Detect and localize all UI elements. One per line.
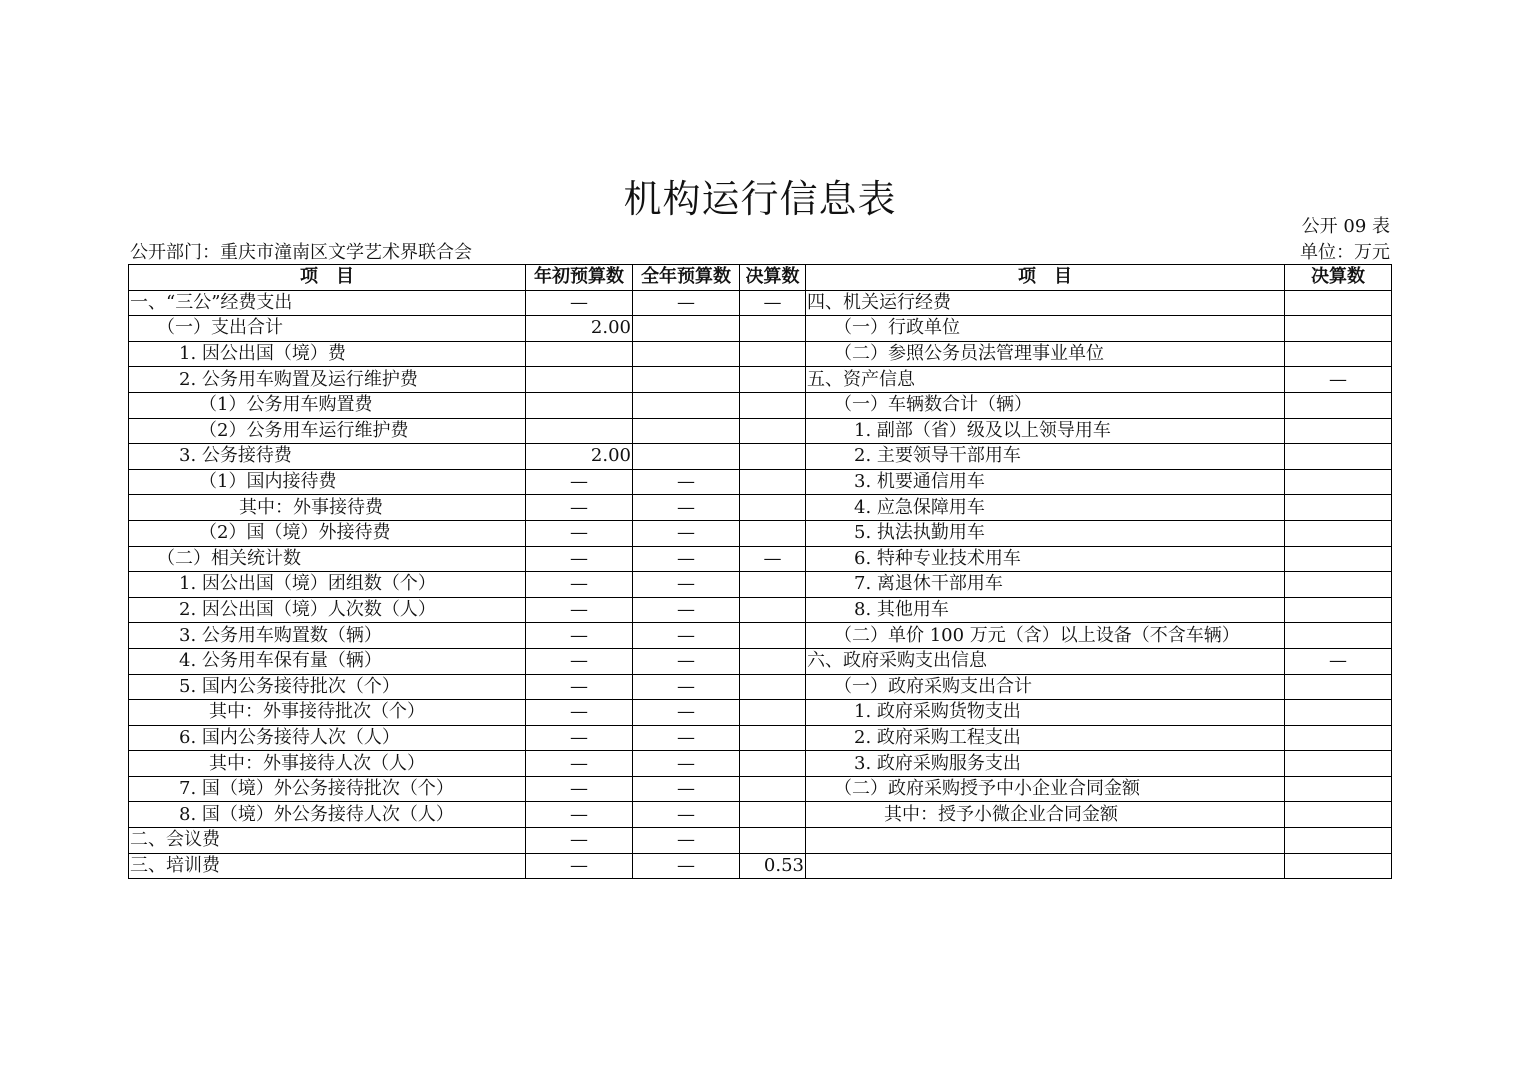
row-right-item: 3. 政府采购服务支出 <box>806 751 1285 777</box>
table-row <box>129 725 1392 751</box>
row-budget-full <box>633 444 740 470</box>
row-right-item: （一）政府采购支出合计 <box>806 674 1285 700</box>
row-budget-full <box>633 341 740 367</box>
table-row <box>129 418 1392 444</box>
row-item: 6. 国内公务接待人次（人） <box>129 725 526 751</box>
row-budget-initial: 2.00 <box>526 444 633 470</box>
row-right-item: 五、资产信息 <box>806 367 1285 393</box>
row-final <box>740 495 806 521</box>
row-right-final <box>1285 751 1392 777</box>
row-right-item: 5. 执法执勤用车 <box>806 520 1285 546</box>
row-right-final <box>1285 828 1392 854</box>
department-label: 公开部门：重庆市潼南区文学艺术界联合会 <box>130 242 472 263</box>
row-budget-initial <box>526 341 633 367</box>
table-row <box>129 546 1392 572</box>
row-item: 其中：外事接待费 <box>129 495 526 521</box>
row-right-item: 6. 特种专业技术用车 <box>806 546 1285 572</box>
row-item: （1）国内接待费 <box>129 469 526 495</box>
row-budget-initial <box>526 392 633 418</box>
row-final <box>740 828 806 854</box>
row-budget-full: — <box>633 469 740 495</box>
row-right-final <box>1285 495 1392 521</box>
row-final <box>740 572 806 598</box>
table-row <box>129 290 1392 316</box>
row-right-item: （二）政府采购授予中小企业合同金额 <box>806 776 1285 802</box>
row-right-item: 1. 副部（省）级及以上领导用车 <box>806 418 1285 444</box>
table-row <box>129 572 1392 598</box>
row-right-final: — <box>1285 367 1392 393</box>
row-final <box>740 597 806 623</box>
row-budget-full <box>633 316 740 342</box>
row-right-item: 8. 其他用车 <box>806 597 1285 623</box>
row-budget-initial: — <box>526 469 633 495</box>
row-budget-full: — <box>633 700 740 726</box>
row-item: 3. 公务接待费 <box>129 444 526 470</box>
row-item: 其中：外事接待批次（个） <box>129 700 526 726</box>
row-budget-full: — <box>633 828 740 854</box>
row-final <box>740 367 806 393</box>
row-budget-initial: 2.00 <box>526 316 633 342</box>
row-final: — <box>740 290 806 316</box>
row-right-item: 六、政府采购支出信息 <box>806 648 1285 674</box>
row-item: 其中：外事接待人次（人） <box>129 751 526 777</box>
row-budget-initial: — <box>526 802 633 828</box>
row-budget-initial: — <box>526 776 633 802</box>
row-right-item: （二）参照公务员法管理事业单位 <box>806 341 1285 367</box>
row-item: 8. 国（境）外公务接待人次（人） <box>129 802 526 828</box>
header-final-left: 决算数 <box>740 265 806 291</box>
row-budget-initial: — <box>526 495 633 521</box>
row-item: 1. 因公出国（境）费 <box>129 341 526 367</box>
row-right-item: 2. 主要领导干部用车 <box>806 444 1285 470</box>
row-item: 2. 公务用车购置及运行维护费 <box>129 367 526 393</box>
table-row <box>129 469 1392 495</box>
row-budget-full: — <box>633 674 740 700</box>
row-right-item: 四、机关运行经费 <box>806 290 1285 316</box>
row-item: 2. 因公出国（境）人次数（人） <box>129 597 526 623</box>
row-budget-initial: — <box>526 751 633 777</box>
row-item: （2）公务用车运行维护费 <box>129 418 526 444</box>
header-item-right: 项 目 <box>806 265 1285 291</box>
row-budget-initial: — <box>526 290 633 316</box>
row-right-final <box>1285 290 1392 316</box>
row-right-final <box>1285 597 1392 623</box>
row-right-final <box>1285 418 1392 444</box>
header-budget-initial: 年初预算数 <box>526 265 633 291</box>
table-row <box>129 341 1392 367</box>
row-item: （一）支出合计 <box>129 316 526 342</box>
table-row <box>129 802 1392 828</box>
row-budget-full: — <box>633 648 740 674</box>
table-row <box>129 648 1392 674</box>
unit-label: 单位：万元 <box>1300 242 1390 263</box>
row-right-final <box>1285 341 1392 367</box>
table-row <box>129 776 1392 802</box>
row-right-item <box>806 828 1285 854</box>
row-right-final <box>1285 520 1392 546</box>
row-final <box>740 341 806 367</box>
row-budget-full: — <box>633 495 740 521</box>
table-header-row <box>129 265 1392 291</box>
row-budget-full: — <box>633 520 740 546</box>
table-row <box>129 623 1392 649</box>
row-right-final: — <box>1285 648 1392 674</box>
form-number: 公开 09 表 <box>1301 216 1390 237</box>
table-row <box>129 674 1392 700</box>
table-row <box>129 828 1392 854</box>
table-row <box>129 700 1392 726</box>
row-budget-initial <box>526 367 633 393</box>
row-right-final <box>1285 572 1392 598</box>
row-budget-initial: — <box>526 674 633 700</box>
row-budget-initial: — <box>526 828 633 854</box>
row-budget-full: — <box>633 546 740 572</box>
row-budget-full: — <box>633 597 740 623</box>
row-final <box>740 623 806 649</box>
row-right-item: 7. 离退休干部用车 <box>806 572 1285 598</box>
row-budget-full: — <box>633 802 740 828</box>
page-title: 机构运行信息表 <box>623 177 897 221</box>
row-right-item: （二）单价 100 万元（含）以上设备（不含车辆） <box>806 623 1285 649</box>
row-final <box>740 444 806 470</box>
row-item: 4. 公务用车保有量（辆） <box>129 648 526 674</box>
row-right-item: 2. 政府采购工程支出 <box>806 725 1285 751</box>
table-row <box>129 444 1392 470</box>
row-final <box>740 648 806 674</box>
row-item: 1. 因公出国（境）团组数（个） <box>129 572 526 598</box>
row-final <box>740 520 806 546</box>
row-right-final <box>1285 623 1392 649</box>
header-budget-full: 全年预算数 <box>633 265 740 291</box>
table-row <box>129 392 1392 418</box>
row-right-final <box>1285 674 1392 700</box>
row-budget-initial: — <box>526 725 633 751</box>
row-budget-full: — <box>633 751 740 777</box>
table-row <box>129 853 1392 879</box>
row-budget-full: — <box>633 853 740 879</box>
row-budget-initial: — <box>526 700 633 726</box>
row-item: （二）相关统计数 <box>129 546 526 572</box>
row-budget-initial: — <box>526 623 633 649</box>
row-final <box>740 751 806 777</box>
row-budget-full: — <box>633 290 740 316</box>
table-row <box>129 520 1392 546</box>
row-right-final <box>1285 469 1392 495</box>
row-item: 5. 国内公务接待批次（个） <box>129 674 526 700</box>
row-item: 3. 公务用车购置数（辆） <box>129 623 526 649</box>
row-item: 三、培训费 <box>129 853 526 879</box>
row-item: （2）国（境）外接待费 <box>129 520 526 546</box>
row-final <box>740 725 806 751</box>
row-budget-full <box>633 367 740 393</box>
row-right-final <box>1285 546 1392 572</box>
row-budget-initial: — <box>526 520 633 546</box>
row-right-final <box>1285 802 1392 828</box>
row-final <box>740 418 806 444</box>
table-row <box>129 316 1392 342</box>
table-row <box>129 495 1392 521</box>
row-budget-initial: — <box>526 597 633 623</box>
row-budget-full: — <box>633 776 740 802</box>
row-budget-initial <box>526 418 633 444</box>
row-budget-initial: — <box>526 648 633 674</box>
row-item: 一、“三公”经费支出 <box>129 290 526 316</box>
row-right-final <box>1285 776 1392 802</box>
row-right-item: 3. 机要通信用车 <box>806 469 1285 495</box>
table-row <box>129 367 1392 393</box>
row-final: 0.53 <box>740 853 806 879</box>
row-final <box>740 392 806 418</box>
row-right-item: 其中：授予小微企业合同金额 <box>806 802 1285 828</box>
row-budget-full <box>633 392 740 418</box>
row-right-item: （一）行政单位 <box>806 316 1285 342</box>
row-right-final <box>1285 853 1392 879</box>
row-budget-full: — <box>633 725 740 751</box>
row-right-final <box>1285 316 1392 342</box>
table-row <box>129 597 1392 623</box>
operation-info-table <box>128 264 1392 879</box>
row-right-final <box>1285 725 1392 751</box>
row-budget-full: — <box>633 572 740 598</box>
row-budget-initial: — <box>526 853 633 879</box>
row-right-item: 1. 政府采购货物支出 <box>806 700 1285 726</box>
row-final <box>740 802 806 828</box>
row-budget-full: — <box>633 623 740 649</box>
row-item: 7. 国（境）外公务接待批次（个） <box>129 776 526 802</box>
row-right-item: （一）车辆数合计（辆） <box>806 392 1285 418</box>
row-final <box>740 674 806 700</box>
table-row <box>129 751 1392 777</box>
row-final <box>740 776 806 802</box>
row-right-item: 4. 应急保障用车 <box>806 495 1285 521</box>
row-final <box>740 700 806 726</box>
row-right-final <box>1285 392 1392 418</box>
row-item: 二、会议费 <box>129 828 526 854</box>
row-final <box>740 316 806 342</box>
row-item: （1）公务用车购置费 <box>129 392 526 418</box>
row-right-item <box>806 853 1285 879</box>
header-item-left: 项 目 <box>129 265 526 291</box>
row-budget-initial: — <box>526 572 633 598</box>
header-final-right: 决算数 <box>1285 265 1392 291</box>
row-budget-full <box>633 418 740 444</box>
row-right-final <box>1285 700 1392 726</box>
row-final <box>740 469 806 495</box>
row-budget-initial: — <box>526 546 633 572</box>
row-right-final <box>1285 444 1392 470</box>
row-final: — <box>740 546 806 572</box>
